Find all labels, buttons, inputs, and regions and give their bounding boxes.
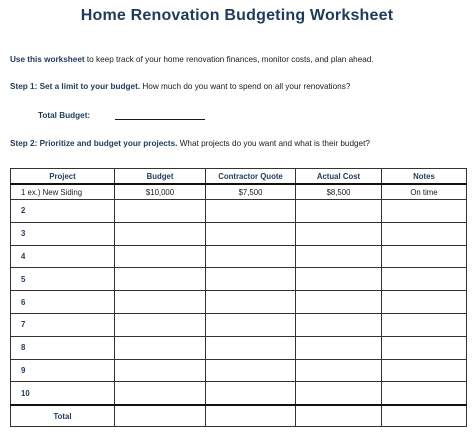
quote-cell[interactable] (206, 245, 296, 268)
actual-cell[interactable] (296, 245, 382, 268)
table-row (11, 336, 467, 359)
notes-cell[interactable] (382, 359, 467, 382)
actual-cell[interactable] (296, 336, 382, 359)
quote-cell[interactable] (206, 291, 296, 314)
step2-text (10, 139, 370, 148)
total-label: Total (11, 405, 115, 427)
actual-cell[interactable] (296, 382, 382, 405)
project-cell[interactable]: 1 ex.) New Siding (11, 184, 115, 200)
notes-cell[interactable] (382, 336, 467, 359)
quote-cell[interactable] (206, 313, 296, 336)
quote-cell[interactable] (206, 382, 296, 405)
project-cell[interactable]: 9 (11, 359, 115, 382)
actual-cell[interactable] (296, 268, 382, 291)
step1-text (10, 82, 350, 91)
step1-bold: Step 1: Set a limit to your budget. (10, 82, 141, 91)
quote-cell[interactable] (206, 359, 296, 382)
table-row (11, 200, 467, 223)
total-row (11, 405, 467, 427)
step2-rest: What projects do you want and what is their budget? (177, 139, 370, 148)
notes-cell[interactable] (382, 382, 467, 405)
table-row (11, 291, 467, 314)
col-header-project: Project (11, 169, 115, 185)
col-header-budget: Budget (115, 169, 206, 185)
total-budget-field[interactable] (115, 119, 205, 120)
project-cell[interactable]: 5 (11, 268, 115, 291)
actual-cell[interactable] (296, 359, 382, 382)
table-row (11, 313, 467, 336)
actual-cell[interactable] (296, 200, 382, 223)
worksheet-title: Home Renovation Budgeting Worksheet (80, 7, 394, 24)
budget-cell[interactable] (115, 268, 206, 291)
project-cell[interactable]: 10 (11, 382, 115, 405)
project-cell[interactable]: 3 (11, 222, 115, 245)
table-row (11, 382, 467, 405)
total-budget-cell[interactable] (115, 405, 206, 427)
table-row (11, 184, 467, 200)
total-notes-cell[interactable] (382, 405, 467, 427)
table-row (11, 359, 467, 382)
step1-rest: How much do you want to spend on all your renovations? (140, 82, 351, 91)
table-row (11, 222, 467, 245)
budget-cell[interactable] (115, 382, 206, 405)
table-row (11, 268, 467, 291)
budget-cell[interactable] (115, 313, 206, 336)
actual-cell[interactable] (296, 291, 382, 314)
quote-cell[interactable] (206, 268, 296, 291)
intro-text (10, 55, 374, 64)
budget-cell[interactable] (115, 336, 206, 359)
notes-cell[interactable] (382, 245, 467, 268)
notes-cell[interactable] (382, 313, 467, 336)
actual-cell[interactable] (296, 222, 382, 245)
total-budget-label: Total Budget: (38, 111, 91, 120)
projects-table (10, 168, 467, 427)
project-cell[interactable]: 4 (11, 245, 115, 268)
total-quote-cell[interactable] (206, 405, 296, 427)
col-header-contractor-quote: Contractor Quote (206, 169, 296, 185)
intro-bold: Use this worksheet (10, 55, 85, 64)
intro-rest: to keep track of your home renovation finances, monitor costs, and plan ahead. (84, 55, 374, 64)
table-header-row (11, 169, 467, 185)
budget-cell[interactable] (115, 291, 206, 314)
budget-cell[interactable] (115, 200, 206, 223)
notes-cell[interactable] (382, 291, 467, 314)
notes-cell[interactable] (382, 268, 467, 291)
project-cell[interactable]: 7 (11, 313, 115, 336)
quote-cell[interactable]: $7,500 (206, 184, 296, 200)
notes-cell[interactable]: On time (382, 184, 467, 200)
col-header-notes: Notes (382, 169, 467, 185)
notes-cell[interactable] (382, 200, 467, 223)
budget-cell[interactable]: $10,000 (115, 184, 206, 200)
budget-cell[interactable] (115, 222, 206, 245)
project-cell[interactable]: 8 (11, 336, 115, 359)
actual-cell[interactable] (296, 313, 382, 336)
quote-cell[interactable] (206, 222, 296, 245)
quote-cell[interactable] (206, 336, 296, 359)
col-header-actual-cost: Actual Cost (296, 169, 382, 185)
project-cell[interactable]: 2 (11, 200, 115, 223)
actual-cell[interactable]: $8,500 (296, 184, 382, 200)
notes-cell[interactable] (382, 222, 467, 245)
project-cell[interactable]: 6 (11, 291, 115, 314)
table-row (11, 245, 467, 268)
quote-cell[interactable] (206, 200, 296, 223)
budget-cell[interactable] (115, 359, 206, 382)
budget-cell[interactable] (115, 245, 206, 268)
step2-bold: Step 2: Prioritize and budget your projects. (10, 139, 178, 148)
total-actual-cell[interactable] (296, 405, 382, 427)
